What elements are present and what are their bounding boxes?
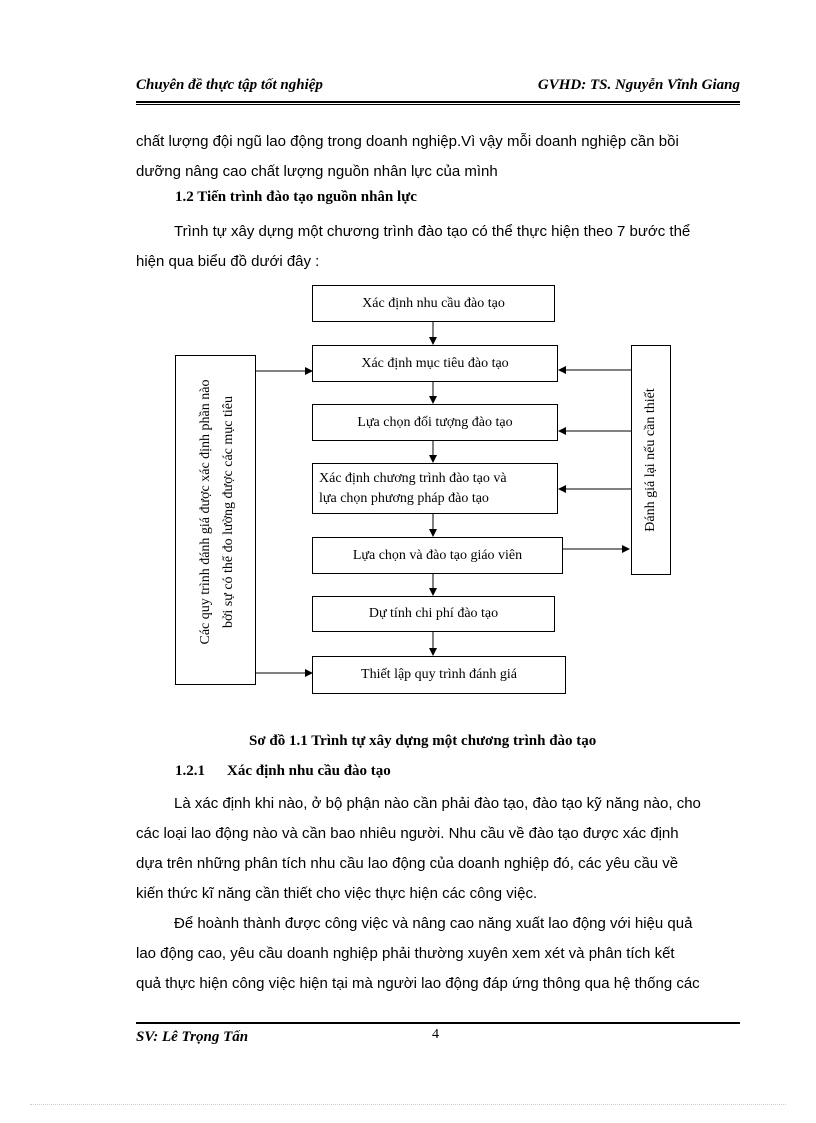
left-evaluation-box bbox=[175, 355, 256, 685]
paragraph-line: hiện qua biểu đồ dưới đây : bbox=[136, 253, 320, 270]
header-title: Chuyên đề thực tập tốt nghiệp bbox=[136, 77, 323, 93]
paragraph-line: lao động cao, yêu cầu doanh nghiệp phải thường xuyên xem xét và phân tích kết bbox=[136, 945, 675, 962]
paragraph-line: dưỡng nâng cao chất lượng nguồn nhân lực của mình bbox=[136, 163, 498, 180]
subsection-heading: Xác định nhu cầu đào tạo bbox=[227, 763, 391, 779]
step-identify-needs: Xác định nhu cầu đào tạo bbox=[312, 285, 555, 322]
left-box-line2: bởi sự có thể đo lường được các mục tiêu bbox=[221, 396, 236, 628]
paragraph-line: Là xác định khi nào, ở bộ phận nào cần phải đào tạo, đào tạo kỹ năng nào, cho bbox=[174, 795, 701, 812]
section-heading: 1.2 Tiến trình đào tạo nguồn nhân lực bbox=[175, 189, 417, 205]
paragraph-line: Trình tự xây dựng một chương trình đào tạo có thể thực hiện theo 7 bước thể bbox=[174, 223, 691, 240]
step-design-program-line2: lựa chọn phương pháp đào tạo bbox=[319, 490, 489, 506]
step-estimate-cost: Dự tính chi phí đào tạo bbox=[312, 596, 555, 632]
paragraph-line: kiến thức kĩ năng cần thiết cho việc thực hiện các công việc. bbox=[136, 885, 538, 902]
left-box-line1: Các quy trình đánh giá được xác định phần nào bbox=[198, 379, 213, 645]
paragraph-line: các loại lao động nào và cần bao nhiêu người. Nhu cầu về đào tạo được xác định bbox=[136, 825, 679, 842]
footer-rule bbox=[136, 1022, 740, 1024]
paragraph-line: dựa trên những phân tích nhu cầu lao động của doanh nghiệp đó, các yêu cầu về bbox=[136, 855, 679, 872]
step-design-program-line1: Xác định chương trình đào tạo và bbox=[319, 470, 507, 486]
right-box-text: Đánh giá lại nếu cần thiết bbox=[643, 388, 658, 532]
step-set-objectives: Xác định mục tiêu đào tạo bbox=[312, 345, 558, 382]
step-design-program bbox=[312, 463, 558, 514]
paragraph-line: chất lượng đội ngũ lao động trong doanh nghiệp.Vì vậy mỗi doanh nghiệp cần bồi bbox=[136, 133, 679, 150]
paragraph-line: Để hoành thành được công việc và nâng cao năng xuất lao động với hiệu quả bbox=[174, 915, 693, 932]
page-bottom-border bbox=[30, 1104, 786, 1105]
header-advisor: GVHD: TS. Nguyễn Vĩnh Giang bbox=[537, 77, 740, 93]
right-reevaluate-box bbox=[631, 345, 671, 575]
page-number: 4 bbox=[432, 1027, 439, 1042]
subsection-number: 1.2.1 bbox=[175, 763, 205, 779]
step-select-trainees: Lựa chọn đối tượng đào tạo bbox=[312, 404, 558, 441]
footer-student: SV: Lê Trọng Tấn bbox=[136, 1029, 249, 1045]
step-evaluation: Thiết lập quy trình đánh giá bbox=[312, 656, 566, 694]
step-select-trainers: Lựa chọn và đào tạo giáo viên bbox=[312, 537, 563, 574]
paragraph-line: quả thực hiện công việc hiện tại mà người lao động đáp ứng thông qua hệ thống các bbox=[136, 975, 700, 992]
diagram-caption: Sơ đồ 1.1 Trình tự xây dựng một chương trình đào tạo bbox=[249, 733, 597, 749]
